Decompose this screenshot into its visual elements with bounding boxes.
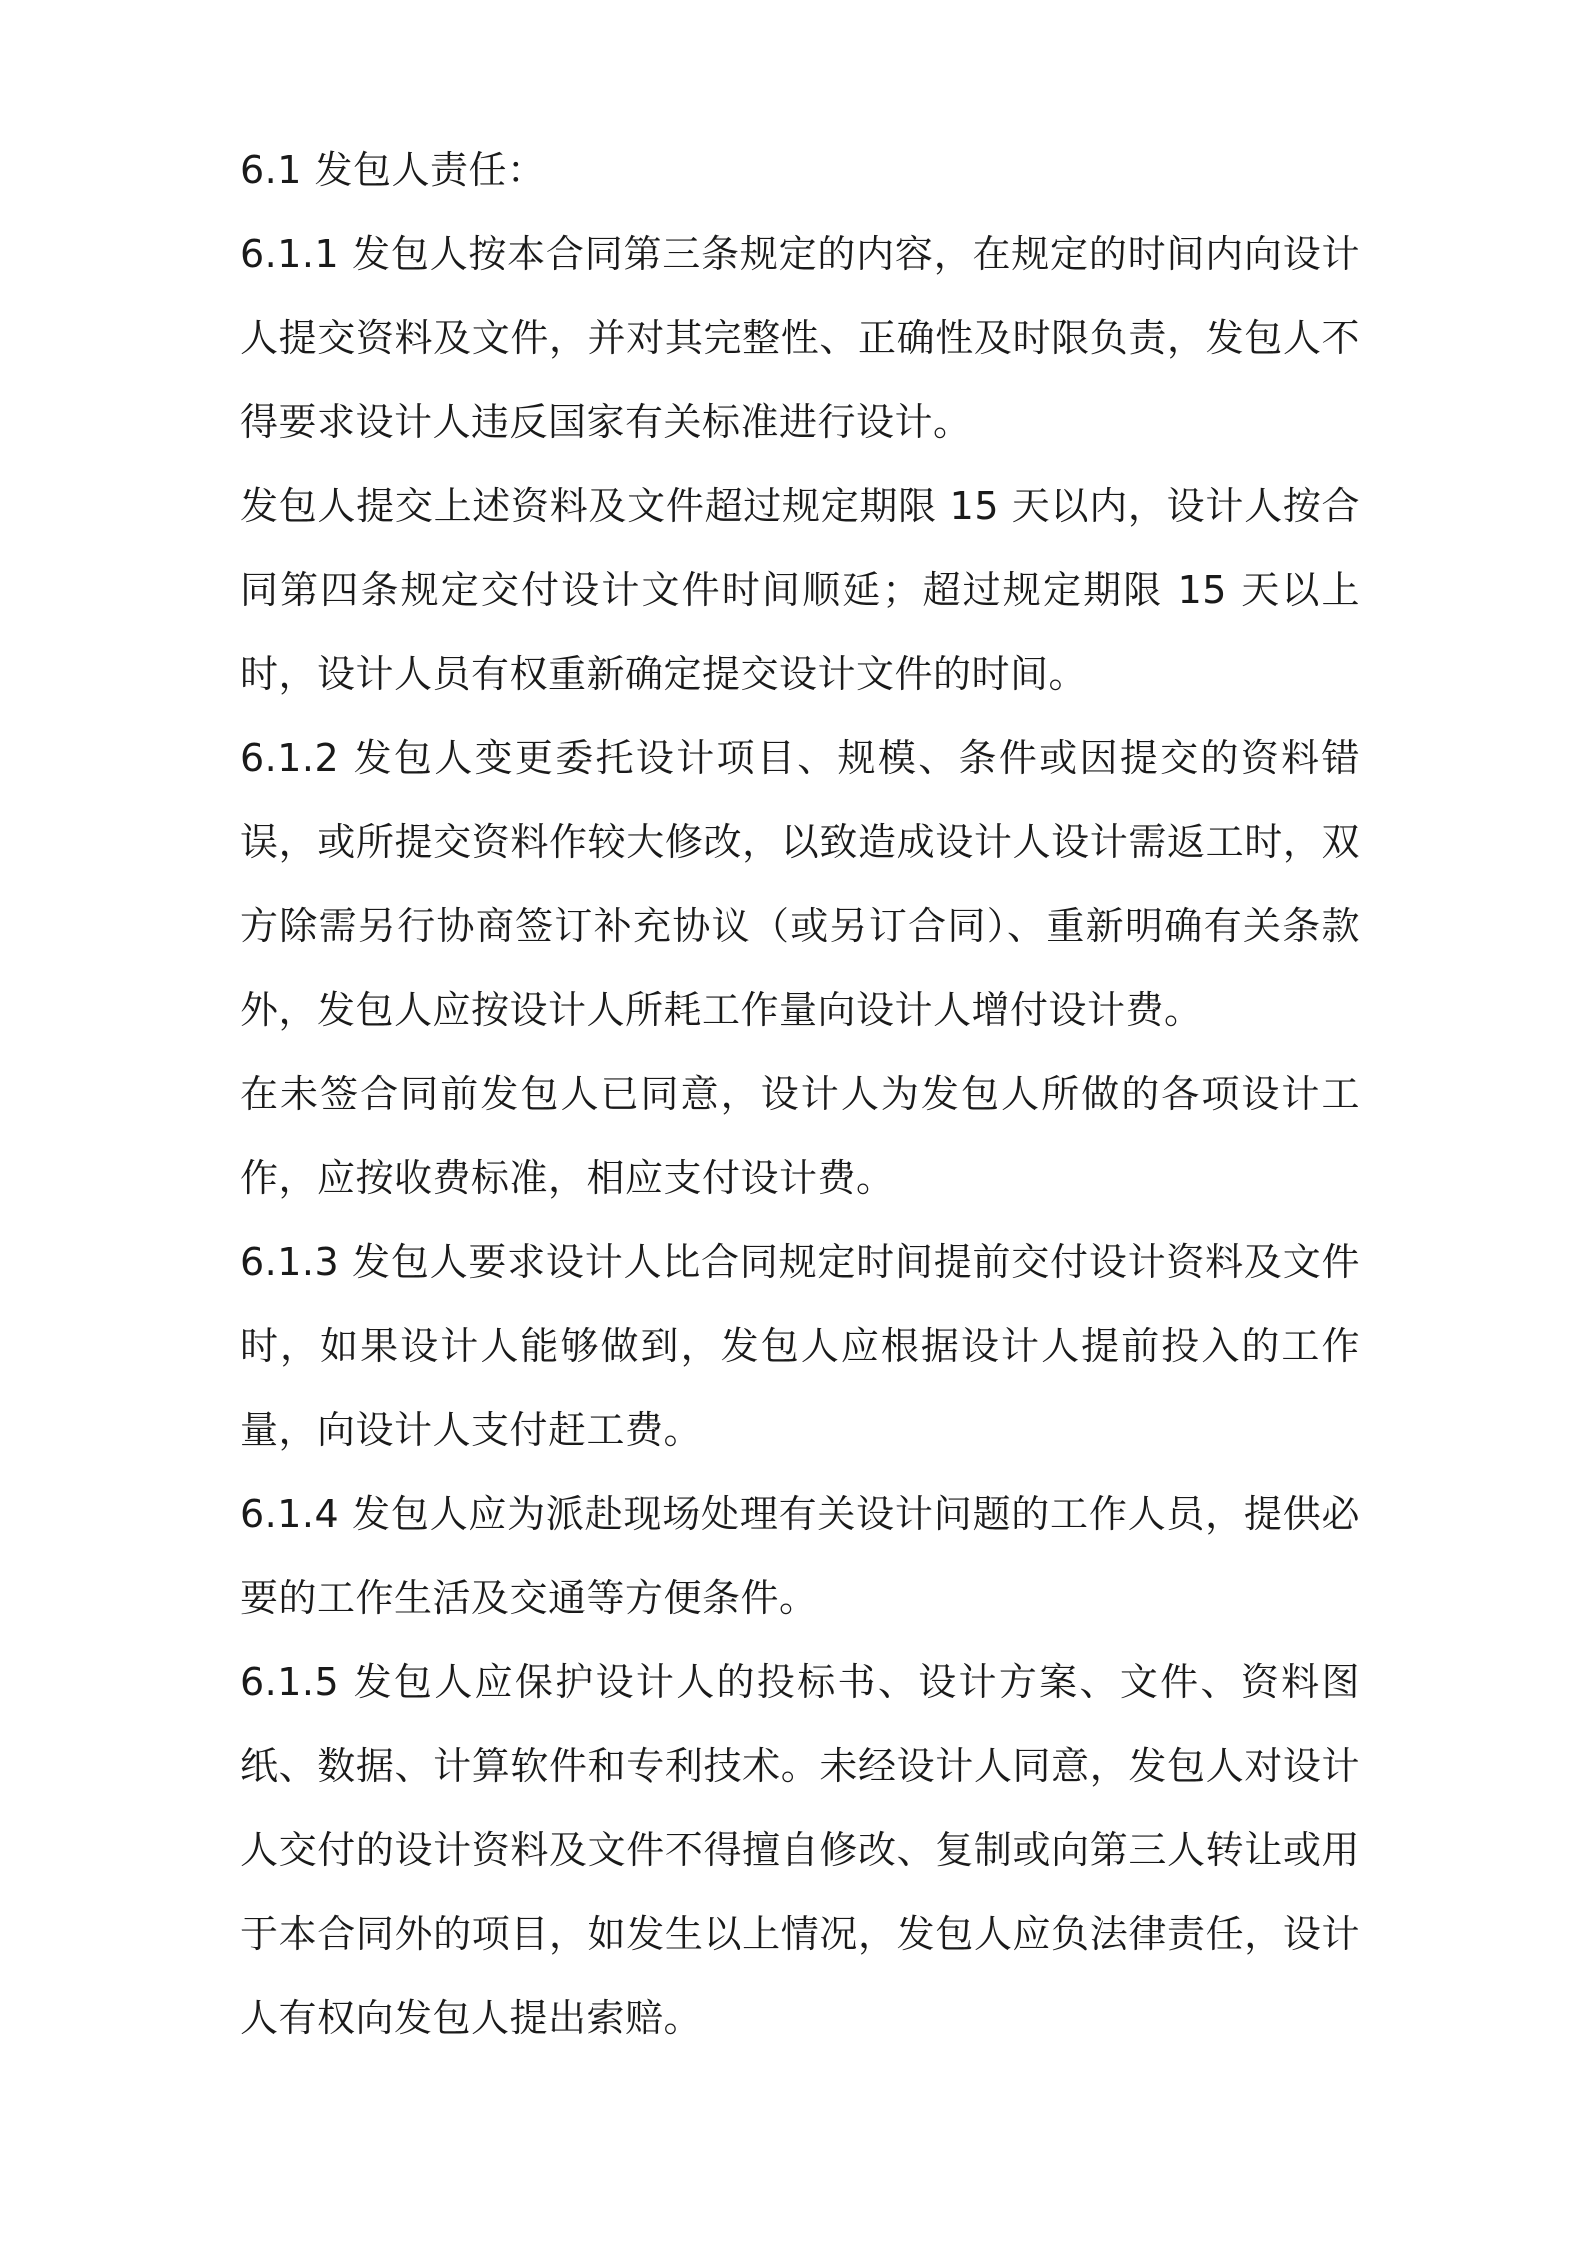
clause-6-1-2-supplement: 在未签合同前发包人已同意，设计人为发包人所做的各项设计工作，应按收费标准，相应支付设计费。 [240,1072,1360,1200]
section-heading: 6.1 发包人责任： [240,148,546,192]
clause-6-1-5: 6.1.5 发包人应保护设计人的投标书、设计方案、文件、资料图纸、数据、计算软件和专利技术。未经设计人同意，发包人对设计人交付的设计资料及文件不得擅自修改、复制或向第三人转让或用于本合同外的项目，如发生以上情况，发包人应负法律责任，设计人有权向发包人提出索赔。 [240,1660,1360,2040]
clause-6-1-3: 6.1.3 发包人要求设计人比合同规定时间提前交付设计资料及文件时，如果设计人能够做到，发包人应根据设计人提前投入的工作量，向设计人支付赶工费。 [240,1240,1360,1452]
document-page [240,128,1360,2060]
clause-6-1-4: 6.1.4 发包人应为派赴现场处理有关设计问题的工作人员，提供必要的工作生活及交通等方便条件。 [240,1492,1360,1620]
clause-6-1-2: 6.1.2 发包人变更委托设计项目、规模、条件或因提交的资料错误，或所提交资料作较大修改，以致造成设计人设计需返工时，双方除需另行协商签订补充协议（或另订合同）、重新明确有关条款外，发包人应按设计人所耗工作量向设计人增付设计费。 [240,736,1360,1032]
clause-6-1-1: 6.1.1 发包人按本合同第三条规定的内容，在规定的时间内向设计人提交资料及文件，并对其完整性、正确性及时限负责，发包人不得要求设计人违反国家有关标准进行设计。 [240,232,1360,444]
clause-6-1-1-supplement: 发包人提交上述资料及文件超过规定期限 15 天以内，设计人按合同第四条规定交付设计文件时间顺延；超过规定期限 15 天以上时，设计人员有权重新确定提交设计文件的时间。 [240,484,1360,696]
